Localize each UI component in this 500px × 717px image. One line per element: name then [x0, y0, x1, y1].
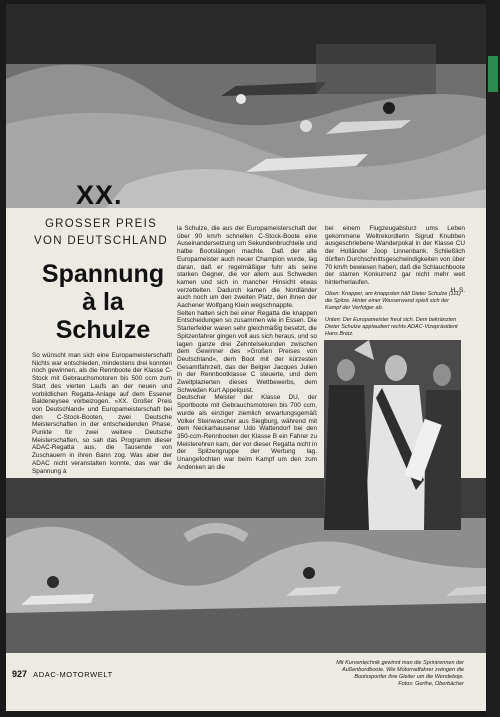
caption-bottom-text: Mit Kurventechnik gewinnt man die Sprintrennen der Außenbordboote. Wie Motorradfahrer zwingen die Bootssportler ihre Gleiter um die Wendebojе.	[336, 660, 464, 680]
photo-race-top	[6, 4, 486, 208]
article-column-1	[32, 352, 172, 475]
article-kicker: GROSSER PREIS VON DEUTSCHLAND	[34, 218, 168, 247]
page-number: 927	[12, 669, 28, 679]
photo-ceremony	[324, 340, 461, 530]
headline-line-2: à la	[82, 288, 124, 316]
page-edge-tab	[487, 0, 500, 717]
headline-line-1: Spannung	[41, 260, 165, 288]
edition-number: XX.	[76, 180, 123, 210]
article-column-2	[177, 225, 317, 472]
magazine-name: ADAC-MOTORWELT	[33, 670, 113, 679]
headline-line-3: Schulze	[55, 316, 151, 344]
caption-bottom-photo	[324, 660, 464, 688]
article-headline	[26, 260, 180, 344]
page-footer	[12, 669, 113, 679]
column-3-text: bei einem Flugzeugabsturz ums Leben gekommene Weltrekordlerin Sigrud Knubben ausgeschriebene Wanderpokal in der Klasse CU der Holländer Joop Linnenbank. Schließlich dürften Durchschnittsgeschwindigkeiten von über 70 km/h bewiesen haben, daß die Schlauchboote der starren Konkurrenz gar nicht mehr weit hinterherlaufen.	[325, 225, 465, 286]
article-column-3	[325, 225, 465, 294]
author-initials: H. S.	[450, 286, 465, 294]
column-2-paragraph-2: Selten halten sich bei einer Regatta die knappen Entscheidungen so zusammen wie in Essen. Die Starterfelder waren sehr gleichmäßig besetzt, die Spitzenfahrer gingen voll aus sich heraus, und so lagen ganze drei Zehntelsekunden zwischen dem Gewinner des »Großen Preises von Deutschland«, dem Boot mit der kürzesten Gesamtfahrzeit, das der Belgier Jacques Julien in der Rennbootklasse C steuerte, und dem Zweitplazierten dieses Wettbewerbs, dem Schweden Kurt Appelquist.	[177, 309, 317, 394]
caption-oben: Oben: Knapper, am knappsten hält Dieter Schulze (111) die Spitze. Hinter einer Wasserwand spielt sich der Kampf der Verfolger ab.	[325, 291, 461, 311]
column-1-text: So wünscht man sich eine Europameisterschaft! Nichts war entschieden, mindestens drei konnten noch gewinnen, als die Rennboote der Klasse C-Stock mit Gebrauchsmotoren bis 500 ccm zum Start des vierten Laufs an der neuen und vorbildlichen Regatta-Anlage auf dem Essener Baldeneysee vorbeizogen. »XX. Großer Preis von Deutschland« und Europameisterschaft bei den C-Stock-Booten, zwei Deutsche Meisterschaften in der entscheidenden Phase, Punkte für zwei weitere Deutsche Meisterschaften, so sah das Programm dieser ADAC-Regatta aus, die Tausende von Zuschauern in ihren Bann zog. Was aber der ADAC nicht veranstalten konnte, das war die Spannung à	[32, 352, 172, 475]
column-2-paragraph-1: la Schulze, die aus der Europameisterschaft der über 90 km/h schnellen C-Stock-Boote eine Auseinandersetzung um Sekundenbruchteile und halbe Bootslängen machte. Daß der alte Europameister auch neuer Champion wurde, lag daran, daß er regelmäßiger fuhr als seine starken Gegner, die vor allem aus Schweden kamen und sich in mancher Hinsicht etwas verzettelten. Dadurch kamen die Nordländer auch noch um den zweiten Platz, den ihnen der Aachener Wolfgang Klein wegschnappte.	[177, 225, 317, 310]
ceremony-photo-drawing	[324, 340, 461, 530]
photo-credit: Fotos: Gerthe, Oberbächer	[398, 681, 464, 687]
magazine-page	[6, 4, 486, 711]
caption-unten: Unten: Der Europameister freut sich. Dem bekränzten Dieter Schulze applaudiert rechts ADAC-Vizepräsident Hans Bretz.	[325, 317, 458, 337]
race-photo-top-drawing	[6, 4, 486, 208]
column-2-paragraph-3: Deutscher Meister der Klasse DU, der Sportboote mit Gebrauchsmotoren bis 700 ccm, wurde als einziger ziemlich erwartungsgemäß Volker Steinwascher aus Siegburg, während mit dem Neckarhausener Udo Wattendorf bei den 350-ccm-Rennbooten der Klasse B ein Fahrer zu Meisterehren kam, der vor dieser Regatta nicht in der Spitzengruppe der Wertung lag. Unangefochten war beim Kampf um den zum Andenken an die	[177, 394, 317, 471]
section-color-marker	[488, 56, 498, 92]
